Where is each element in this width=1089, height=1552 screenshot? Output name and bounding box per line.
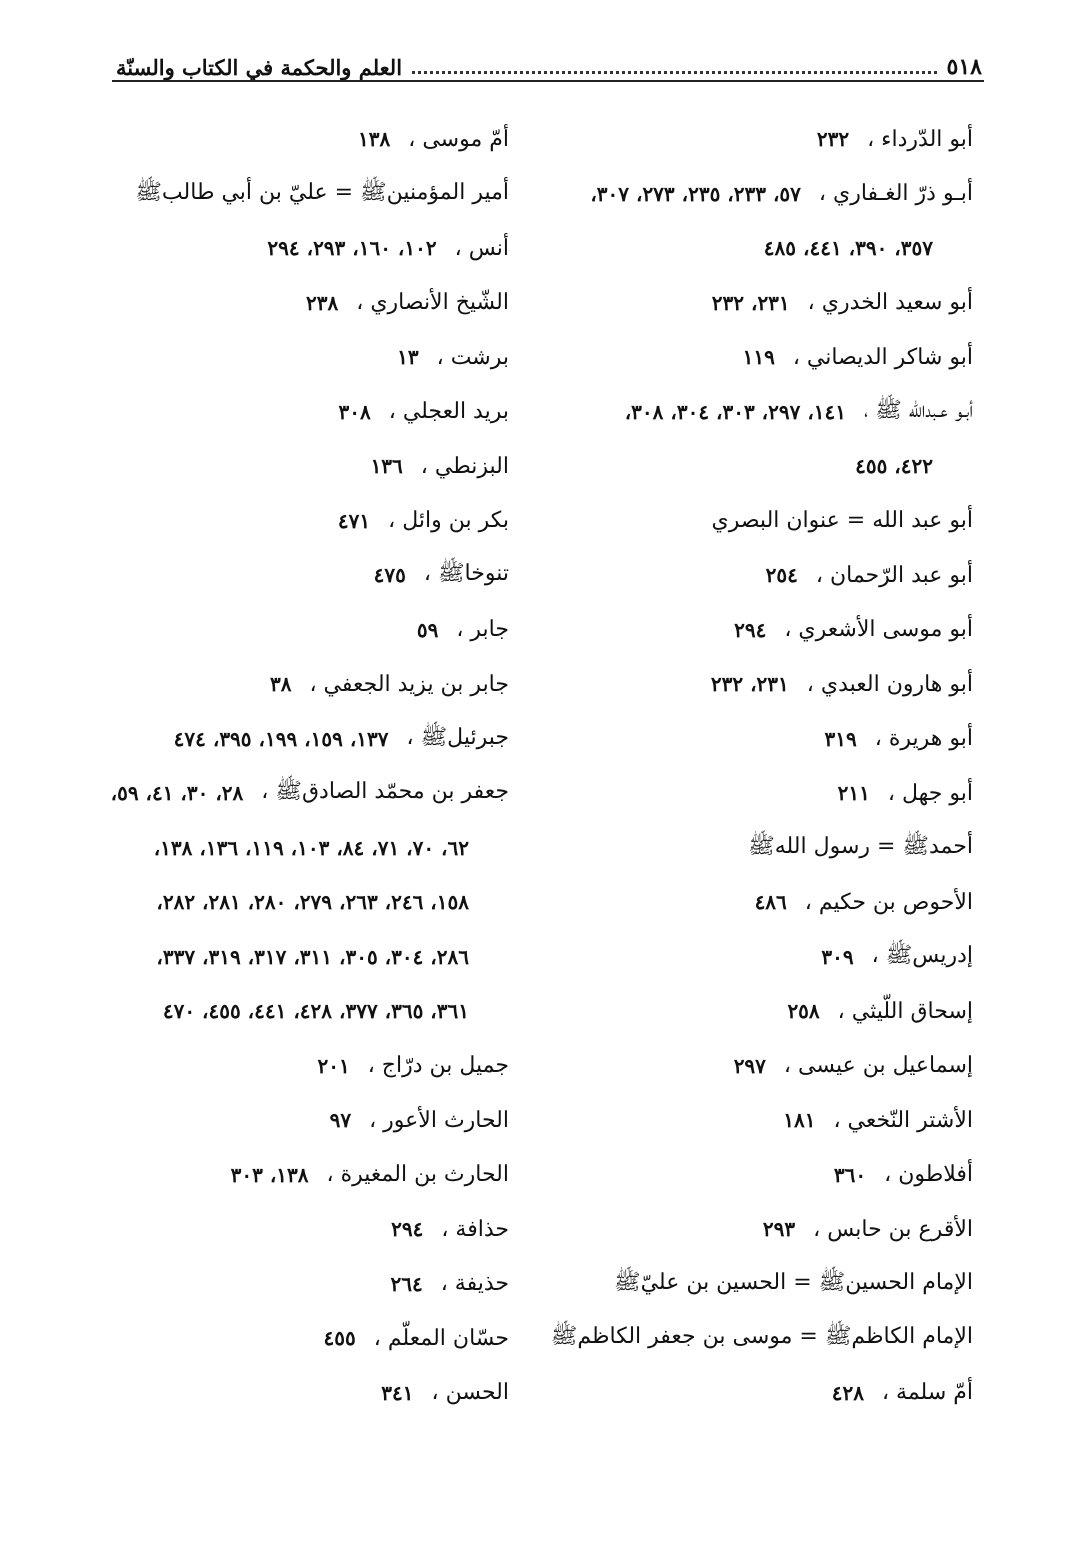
entry-pages: ٥٩ <box>416 617 439 642</box>
entry-name: أبو عبد الرّحمان ، <box>815 562 973 588</box>
entry-pages: ٤٧٥ <box>373 563 406 588</box>
entry-pages: ١٥٨، ٢٤٦، ٢٦٣، ٢٧٩، ٢٨٠، ٢٨١، ٢٨٢، <box>156 890 469 915</box>
index-entry <box>543 766 973 821</box>
entry-name: الإمام الكاظمﷺ = موسى بن جعفر الكاظمﷺ <box>550 1324 973 1350</box>
entry-name: الحارث الأعور ، <box>369 1107 509 1133</box>
entry-name: بريد العجلي ، <box>388 399 509 425</box>
entry-name: جابر ، <box>456 617 509 643</box>
index-entry <box>543 875 973 930</box>
entry-pages: ٤٧١ <box>337 508 371 533</box>
entry-pages: ٢٨٦، ٣٠٤، ٣٠٥، ٣١١، ٣١٧، ٣١٩، ٣٣٧، <box>156 944 469 969</box>
entry-name: أبو الدّرداء ، <box>867 126 973 152</box>
entry-pages: ٢٣١، ٢٣٢ <box>711 290 790 315</box>
index-entry <box>543 821 973 876</box>
entry-pages: ٦٢، ٧٠، ٧١، ٨٤، ١٠٣، ١١٩، ١٣٦، ١٣٨، <box>153 835 469 860</box>
index-entry <box>543 1093 973 1148</box>
index-entry <box>79 712 509 767</box>
entry-name: البزنطي ، <box>420 453 509 479</box>
index-entry-continuation <box>79 930 509 985</box>
index-entry <box>543 1257 973 1312</box>
entry-pages: ١٣٨، ٣٠٣ <box>230 1162 309 1187</box>
page-number: ٥١٨ <box>946 54 982 80</box>
entry-pages: ٢٩٤ <box>734 617 767 642</box>
entry-name: الشّيخ الأنصاري ، <box>356 290 509 316</box>
entry-name: أنس ، <box>454 235 509 261</box>
index-entry <box>543 385 973 440</box>
entry-pages: ٢٥٤ <box>765 563 798 588</box>
entry-name: أبو جهل ، <box>887 780 973 806</box>
entry-pages: ٢٥٨ <box>787 999 820 1024</box>
index-entry <box>79 766 509 821</box>
index-entry <box>79 439 509 494</box>
index-entry <box>543 1366 973 1421</box>
entry-name: أبو عبد الله = عنوان البصري <box>711 508 973 534</box>
entry-name: جبرئيلﷺ ، <box>406 724 509 750</box>
index-entry <box>543 330 973 385</box>
entry-name: إسحاق اللّيثي ، <box>837 998 973 1024</box>
entry-pages: ٣٠٨ <box>338 399 371 424</box>
book-title: العلم والحكمة في الكتاب والسنّة <box>116 55 403 80</box>
index-entry <box>79 1311 509 1366</box>
entry-pages: ٢٣٢ <box>816 127 850 152</box>
entry-name: جميل بن درّاج ، <box>367 1053 509 1079</box>
entry-pages: ٢٩٤ <box>391 1217 424 1242</box>
index-entry-continuation <box>543 221 973 276</box>
index-entry <box>79 330 509 385</box>
entry-name: أمّ سلمة ، <box>881 1380 973 1406</box>
entry-name: حذيفة ، <box>440 1271 509 1297</box>
entry-name: الإمام الحسينﷺ = الحسين بن عليّﷺ <box>614 1269 973 1295</box>
index-entry <box>543 1202 973 1257</box>
index-entry <box>79 1148 509 1203</box>
entry-pages: ١٣٦ <box>370 454 403 479</box>
index-entry <box>79 657 509 712</box>
entry-pages: ٢٣٨ <box>305 290 339 315</box>
index-entry <box>543 1148 973 1203</box>
entry-pages: ٤٥٥ <box>323 1326 356 1351</box>
entry-pages: ١٠٢، ١٦٠، ٢٩٣، ٢٩٤ <box>267 236 437 261</box>
entry-pages: ٩٧ <box>329 1108 352 1133</box>
entry-name: أبـو ذرّ الغـفاري ، <box>818 181 973 207</box>
entry-name: جابر بن يزيد الجعفي ، <box>309 671 509 697</box>
entry-name: أمير المؤمنينﷺ = عليّ بن أبي طالبﷺ <box>135 179 509 205</box>
entry-pages: ١٨١ <box>783 1108 816 1133</box>
entry-pages: ٣٦١، ٣٦٥، ٣٧٧، ٤٢٨، ٤٤١، ٤٥٥، ٤٧٠ <box>162 999 469 1024</box>
entry-name: جعفر بن محمّد الصادقﷺ ، <box>261 779 509 805</box>
index-entry <box>543 494 973 549</box>
entry-name: أفلاطون ، <box>884 1162 973 1188</box>
entry-pages: ٢٩٣ <box>762 1217 796 1242</box>
leader-dots <box>412 70 937 74</box>
entry-name: إسماعيل بن عيسى ، <box>783 1053 973 1079</box>
index-entry <box>79 494 509 549</box>
index-entry <box>79 112 509 167</box>
entry-name: أمّ موسى ، <box>408 126 509 152</box>
entry-pages: ١٣٧، ١٥٩، ١٩٩، ٣٩٥، ٤٧٤ <box>173 726 389 751</box>
entry-pages: ٣١٩ <box>824 726 857 751</box>
index-entry-continuation <box>79 875 509 930</box>
entry-pages: ٤٨٦ <box>754 890 787 915</box>
entry-pages: ٣٠٩ <box>821 944 854 969</box>
entry-pages: ٢٦٤ <box>390 1271 423 1296</box>
index-entry <box>543 1039 973 1094</box>
index-entry-continuation <box>79 984 509 1039</box>
index-entry-continuation <box>79 821 509 876</box>
entry-pages: ٤٢٢، ٤٥٥ <box>855 454 933 479</box>
index-entry-continuation <box>543 439 973 494</box>
index-entry <box>79 603 509 658</box>
index-entry <box>543 112 973 167</box>
entry-pages: ١٣٨ <box>358 127 391 152</box>
entry-pages: ٣٤١ <box>381 1380 414 1405</box>
index-entry <box>79 1366 509 1421</box>
entry-name: برشت ، <box>436 344 509 370</box>
index-entry <box>543 984 973 1039</box>
entry-pages: ٣٥٧، ٣٩٠، ٤٤١، ٤٨٥ <box>763 236 933 261</box>
index-entry <box>79 548 509 603</box>
entry-name: أبـو عـبدالله ﷺ ، <box>864 397 973 423</box>
entry-name: بكر بن وائل ، <box>388 508 509 534</box>
index-entry <box>79 221 509 276</box>
index-entry <box>543 603 973 658</box>
entry-name: تنوخاﷺ ، <box>423 561 509 587</box>
entry-name: الأقرع بن حابس ، <box>813 1216 973 1242</box>
entry-name: أبو هارون العبدي ، <box>806 671 973 697</box>
entry-pages: ٢٠١ <box>317 1053 350 1078</box>
index-entry <box>543 548 973 603</box>
entry-name: إدريسﷺ ، <box>871 942 973 968</box>
index-entry <box>543 657 973 712</box>
entry-pages: ٤٢٨ <box>831 1380 864 1405</box>
entry-pages: ٣٨ <box>269 672 292 697</box>
index-entry <box>79 167 509 222</box>
entry-name: أبو موسى الأشعري ، <box>784 617 973 643</box>
index-entry <box>543 930 973 985</box>
index-entry <box>543 1311 973 1366</box>
entry-name: الأشتر النّخعي ، <box>833 1107 973 1133</box>
index-entry <box>543 712 973 767</box>
entry-pages: ٢١١ <box>837 781 870 806</box>
index-entry <box>79 1257 509 1312</box>
index-column-right <box>543 112 973 1420</box>
entry-name: أبو هريرة ، <box>874 726 973 752</box>
entry-name: أبو سعيد الخدري ، <box>807 290 973 316</box>
entry-pages: ١٣ <box>397 345 419 370</box>
index-entry <box>79 1039 509 1094</box>
index-entry <box>543 167 973 222</box>
entry-name: أبو شاكر الديصاني ، <box>792 344 973 370</box>
entry-pages: ٢٣١، ٢٣٢ <box>710 672 789 697</box>
entry-pages: ٢٨، ٣٠، ٤١، ٥٩، <box>110 781 244 806</box>
index-entry <box>79 276 509 331</box>
page-header <box>116 38 982 78</box>
index-column-left <box>79 112 509 1420</box>
entry-pages: ١١٩ <box>742 345 775 370</box>
entry-pages: ١٤١، ٢٩٧، ٣٠٣، ٣٠٤، ٣٠٨، <box>624 399 847 424</box>
entry-name: الحسن ، <box>431 1380 509 1406</box>
entry-pages: ٥٧، ٢٣٣، ٢٣٥، ٢٧٣، ٣٠٧، <box>590 181 801 206</box>
entry-name: حسّان المعلّم ، <box>373 1325 509 1351</box>
entry-name: أحمدﷺ = رسول اللهﷺ <box>748 833 973 859</box>
index-entry <box>79 1093 509 1148</box>
index-entry <box>543 276 973 331</box>
header-rule <box>112 80 984 82</box>
index-entry <box>79 1202 509 1257</box>
entry-pages: ٣٦٠ <box>833 1162 867 1187</box>
entry-name: الأحوص بن حكيم ، <box>804 889 973 915</box>
entry-pages: ٢٩٧ <box>733 1053 766 1078</box>
index-entry <box>79 385 509 440</box>
entry-name: حذافة ، <box>441 1216 509 1242</box>
entry-name: الحارث بن المغيرة ، <box>326 1162 509 1188</box>
